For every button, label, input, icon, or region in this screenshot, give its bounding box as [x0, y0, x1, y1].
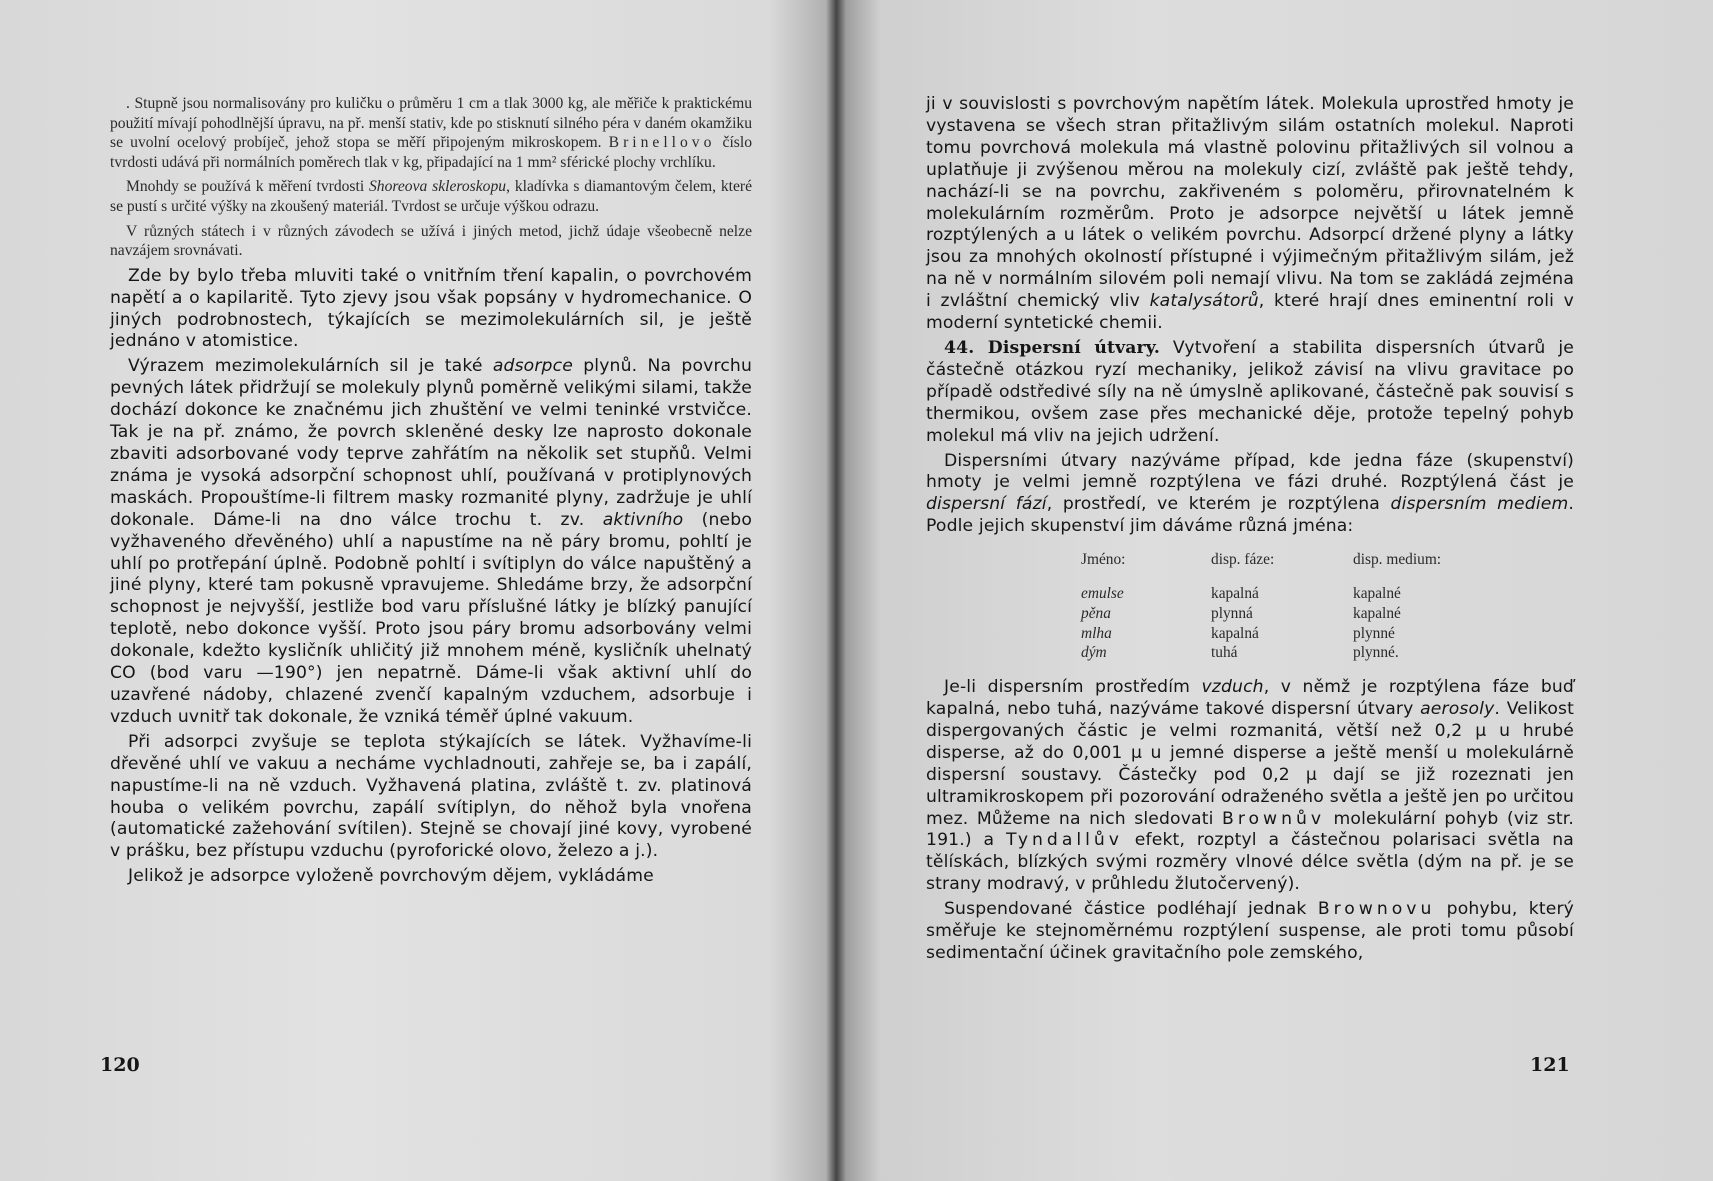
- text-run: molekulární pohyb (viz str. 191.) a: [926, 808, 1574, 851]
- table-cell-medium: kapalné: [1353, 584, 1401, 602]
- paragraph: [926, 94, 1574, 335]
- text-run: dispersním mediem: [1390, 494, 1569, 515]
- left-page: [0, 0, 836, 1181]
- text-run: Brownovu: [1317, 899, 1436, 920]
- paragraph: [110, 732, 752, 863]
- text-run: číslo tvrdosti udává při normálních poměrech tlak v kg, připadající na 1 mm² sférické plochy vrchlíku.: [110, 134, 752, 171]
- text-run: , prostředí, ve kterém je rozptýlena: [1046, 494, 1391, 515]
- table-cell-phase: kapalná: [1211, 624, 1259, 642]
- paragraph: [926, 451, 1574, 539]
- right-page: [836, 0, 1713, 1181]
- text-run: . Velikost dispergovaných částic je velmi rozmanitá, větší než 0,2 μ u hrubé disperse, až do 0,001 μ u jemné disperse a ještě menší u molekulárně dispersní soustavy. Částečky pod 0,2 μ dají se již rozeznati jen ultramikroskopem při pozorování odraženého světla a ještě jen po určitou mez. Můžeme na nich sledovati: [926, 699, 1574, 829]
- text-run: efekt, rozptyl a částečnou polarisaci světla na tělískách, blízkých svými rozměry vlnové délce světla (dým na př. je se strany modravý, v průhledu žlutočervený).: [926, 830, 1574, 895]
- paragraph: [926, 338, 1574, 448]
- text-run: ji v souvislosti s povrchovým napětím látek. Molekula uprostřed hmoty je vystavena se všech stran přitažlivým silám ostatních molekul. Naproti tomu povrchová molekula má vlastně polovinu přitažlivých sil volnou a uplatňuje ji zvýšenou měrou na molekuly cizí, zvláště pak ještě tehdy, nachází-li se na povrchu, zakřiveném s poloměru, přirovnatelném k molekulárním rozměrům. Proto je adsorpce největší u látek jemně rozptýlených a u látek o velikém povrchu. Adsorpcí držené plyny a látky jsou za mnohých okolností přístupné i výjimečným přitažlivým silám, jež na ně v normálním silovém poli nemají vlivu. Na tom se zakládá zejména i zvláštní chemický vliv: [926, 94, 1574, 312]
- page-number-right: 121: [1530, 1054, 1570, 1076]
- paragraph: [110, 177, 752, 216]
- table-header-cell: Jméno:: [1081, 551, 1126, 569]
- text-run: , které hrají dnes eminentní roli v moderní syntetické chemii.: [926, 291, 1574, 334]
- table-cell-name: emulse: [1081, 584, 1124, 602]
- table-cell-medium: kapalné: [1353, 604, 1401, 622]
- table-cell-name: pěna: [1081, 604, 1111, 622]
- text-run: pohybu, který směřuje ke stejnoměrnému rozptýlení suspense, ale proti tomu působí sedimentační účinek gravitačního pole zemského,: [926, 899, 1575, 963]
- text-run: Shoreova skleroskopu: [369, 178, 507, 196]
- text-run: (nebo vyžhaveného dřevěného) uhlí a napustíme na ně páry bromu, pohltí je uhlí po protřepání úplně. Podobně pohltí i svítiplyn do válce napuštěný a jiné plyny, které tam pokusně vpravujeme. Shledáme brzy, že adsorpční schopnost je nejvyšší, jestliže bod varu příslušné látky je blízký panující teplotě, nebo dokonce vyšší. Proto jsou páry bromu adsorbovány velmi dokonale, kdežto kysličník uhličitý již mnohem méně, kysličník uhelnatý CO (bod varu —190°) jen nepatrně. Dáme-li však aktivní uhlí do uzavřené nádoby, chlazené zvenčí kapalným vzduchem, adsorbuje i vzduch uvnitř tak dokonale, že vzniká téměř úplné vakuum.: [110, 509, 752, 727]
- text-run: . Podle jejich skupenství jim dáváme různá jména:: [926, 494, 1575, 537]
- text-run: aerosoly: [1420, 699, 1495, 720]
- text-run: vzduch: [1201, 677, 1264, 698]
- table-cell-medium: plynné: [1353, 624, 1395, 642]
- table-cell-name: dým: [1081, 644, 1107, 662]
- paragraph: [926, 899, 1574, 965]
- left-small-print-block: [110, 94, 752, 261]
- paragraph: [110, 356, 752, 728]
- dispersion-table: [1081, 550, 1501, 663]
- table-row: [1081, 624, 1501, 644]
- text-run: Brownův: [1222, 808, 1326, 829]
- table-row: [1081, 643, 1501, 663]
- right-text-column: [926, 94, 1574, 968]
- table-cell-medium: plynné.: [1353, 644, 1399, 662]
- text-run: Brinellovo: [608, 134, 716, 152]
- book-gutter-shadow: [826, 0, 846, 1181]
- table-cell-phase: tuhá: [1211, 644, 1238, 662]
- text-run: aktivního: [602, 509, 684, 530]
- text-run: , kladívka s diamantovým čelem, které se pustí s určité výšky na zkoušený materiál. Tvrdost se určuje výškou odrazu.: [110, 178, 752, 215]
- table-row: [1081, 584, 1501, 604]
- text-run: Vytvoření a stabilita dispersních útvarů je částečně otázkou ryzí mechaniky, jelikož závisí na vlivu gravitace po případě odstředivé síly na ně úmyslně aplikované, částečně pak souvisí s thermikou, ovšem zase přes mechanické děje, protože tepelný pohyb molekul má vliv na jejich udržení.: [926, 337, 1575, 446]
- text-run: , v němž je rozptýlena fáze buď kapalná, nebo tuhá, nazýváme takové dispersní útvary: [926, 677, 1574, 720]
- left-text-column: [110, 94, 752, 891]
- text-run: adsorpce: [492, 356, 573, 377]
- table-header-cell: disp. medium:: [1353, 551, 1442, 569]
- text-run: Mnohdy se používá k měření tvrdosti: [126, 178, 369, 196]
- text-run: Dispersními útvary nazýváme případ, kde jedna fáze (skupenství) hmoty je velmi jemně rozptýlena ve fázi druhé. Rozptýlená část je: [926, 450, 1574, 493]
- page-number-left: 120: [100, 1054, 140, 1076]
- text-run: plynů. Na povrchu pevných látek přidržují se molekuly plynů poměrně velikými silami, takže dochází dokonce ke značnému jich zhuštění ve velmi teninké vrstvičce. Tak je na př. známo, že povrch skleněné desky lze naprosto dokonale zbaviti adsorbované vody teprve zahřátím na několik set stupňů. Velmi známa je vysoká adsorpční schopnost uhlí, používaná v protiplynových maskách. Propouštíme-li filtrem masky rozmanité plyny, zadržuje je uhlí dokonale. Dáme-li na dno válce trochu t. zv.: [110, 356, 753, 530]
- text-run: Je-li dispersním prostředím: [944, 677, 1202, 698]
- paragraph: [110, 266, 752, 354]
- text-run: Suspendované částice podléhají jednak: [944, 899, 1318, 920]
- table-cell-phase: plynná: [1211, 604, 1253, 622]
- table-header-cell: disp. fáze:: [1211, 551, 1275, 569]
- text-run: Při adsorpci zvyšuje se teplota stýkajících se látek. Vyžhavíme-li dřevěné uhlí ve vakuu a necháme vychladnouti, zahřeje se, ba i zapálí, napustíme-li na ně vzduch. Vyžhavená platina, zvláště t. zv. platinová houba o velikém povrchu, zapálí svítiplyn, do něhož byla vnořena (automatické zažehování svítilen). Stejně se chovají jiné kovy, vyrobené v prášku, bez přístupu vzduchu (pyroforické olovo, železo a j.).: [110, 731, 752, 862]
- table-row: [1081, 604, 1501, 624]
- paragraph: [926, 677, 1574, 896]
- paragraph: [110, 866, 752, 888]
- table-header-row: [1081, 550, 1501, 570]
- table-cell-name: mlha: [1081, 624, 1112, 642]
- text-run: . Stupně jsou normalisovány pro kuličku o průměru 1 cm a tlak 3000 kg, ale měřiče k praktickému použití mívají pohodlnější úpravu, na př. menší stativ, kde po stisknutí silného péra v daném okamžiku se uvolní ocelový probíječ, jehož stopa se měří připojeným mikroskopem.: [110, 95, 752, 152]
- left-body-text-block: [110, 266, 752, 888]
- text-run: Zde by bylo třeba mluviti také o vnitřním tření kapalin, o povrchovém napětí a o kapilaritě. Tyto zjevy jsou však popsány v hydromechanice. O jiných podrobnostech, týkajících se mezimolekulárních sil, je ještě jednáno v atomistice.: [110, 265, 752, 352]
- right-body-text-block-bottom: [926, 677, 1574, 965]
- text-run: Výrazem mezimolekulárních sil je také: [128, 356, 493, 377]
- paragraph: [110, 94, 752, 172]
- table-cell-phase: kapalná: [1211, 584, 1259, 602]
- text-run: katalysátorů: [1149, 291, 1259, 312]
- text-run: Tyndallův: [1006, 830, 1123, 851]
- right-body-text-block-top: [926, 94, 1574, 538]
- section-heading: 44. Dispersní útvary.: [944, 337, 1161, 358]
- text-run: Jelikož je adsorpce vyloženě povrchovým dějem, vykládáme: [128, 866, 654, 887]
- paragraph: [110, 222, 752, 261]
- text-run: V různých státech i v různých závodech se užívá i jiných metod, jichž údaje všeobecně nelze navzájem srovnávati.: [110, 222, 752, 260]
- text-run: dispersní fází: [926, 494, 1047, 515]
